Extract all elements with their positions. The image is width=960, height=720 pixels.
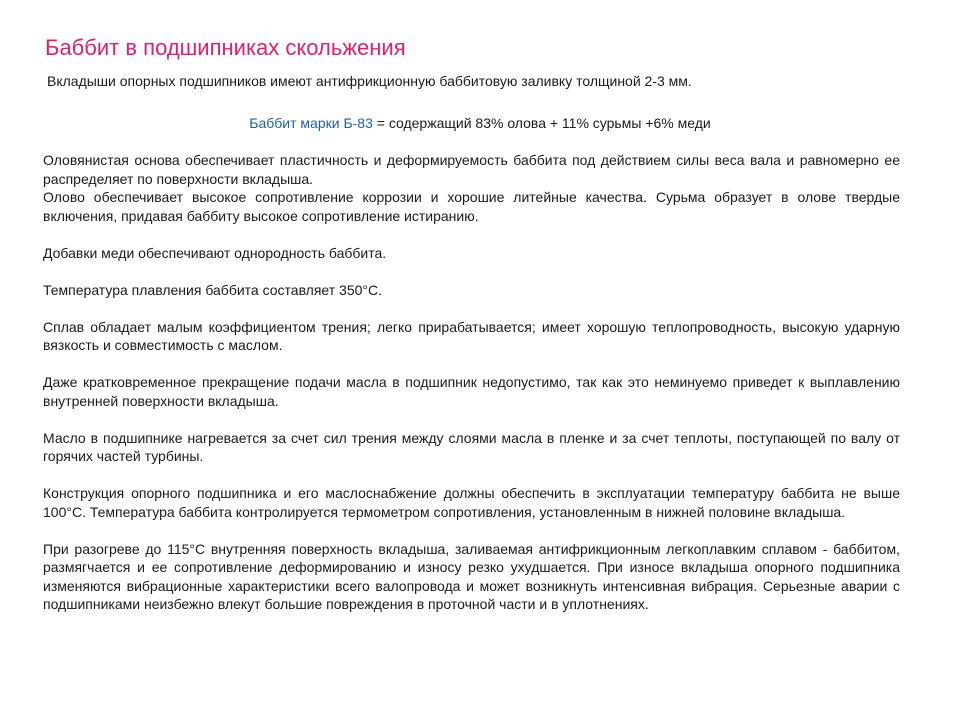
paragraph-tin-corrosion: Олово обеспечивает высокое сопротивление коррозии и хорошие литейные качества. Сурьма образует в олове твердые включения, придавая баббиту высокое сопротивление истиранию. [43,189,900,224]
paragraph-bearing-design: Конструкция опорного подшипника и его маслоснабжение должны обеспечить в эксплуатации температуру баббита не выше 100°С. Температура баббита контролируется термометром сопротивления, установленным в нижней половине вкладыша. [43,485,900,520]
body-text [43,151,900,614]
paragraph-melting-point: Температура плавления баббита составляет 350°С. [43,281,383,298]
brand-composition-line [0,114,960,132]
brand-composition: = содержащий 83% олова + 11% сурьмы +6% меди [372,115,711,131]
brand-label: Баббит марки Б-83 [249,115,373,131]
intro-text: Вкладыши опорных подшипников имеют антифрикционную баббитовую заливку толщиной 2-3 мм. [47,73,692,89]
paragraph-tin-base: Оловянистая основа обеспечивает пластичность и деформируемость баббита под действием силы веса вала и равномерно ее распределяет по поверхности вкладыша. [43,152,900,187]
paragraph-overheating: При разогреве до 115°С внутренняя поверхность вкладыша, заливаемая антифрикционным легкоплавким сплавом - баббитом, размягчается и ее сопротивление деформированию и износу резко ухудшается. При износе вкладыша опорного подшипника изменяются вибрационные характеристики всего валопровода и может возникнуть интенсивная вибрация. Серьезные аварии с подшипниками неизбежно влекут большие повреждения в проточной части и в уплотнениях. [43,540,900,612]
paragraph-copper: Добавки меди обеспечивают однородность баббита. [43,244,387,261]
paragraph-alloy-properties: Сплав обладает малым коэффициентом трения; легко прирабатывается; имеет хорошую теплопроводность, высокую ударную вязкость и совместимость с маслом. [43,318,900,353]
slide-title: Баббит в подшипниках скольжения [45,35,406,60]
paragraph-oil-heating: Масло в подшипнике нагревается за счет сил трения между слоями масла в пленке и за счет теплоты, поступающей по валу от горячих частей турбины. [43,429,900,464]
paragraph-oil-supply: Даже кратковременное прекращение подачи масла в подшипник недопустимо, так как это неминуемо приведет к выплавлению внутренней поверхности вкладыша. [43,374,900,409]
